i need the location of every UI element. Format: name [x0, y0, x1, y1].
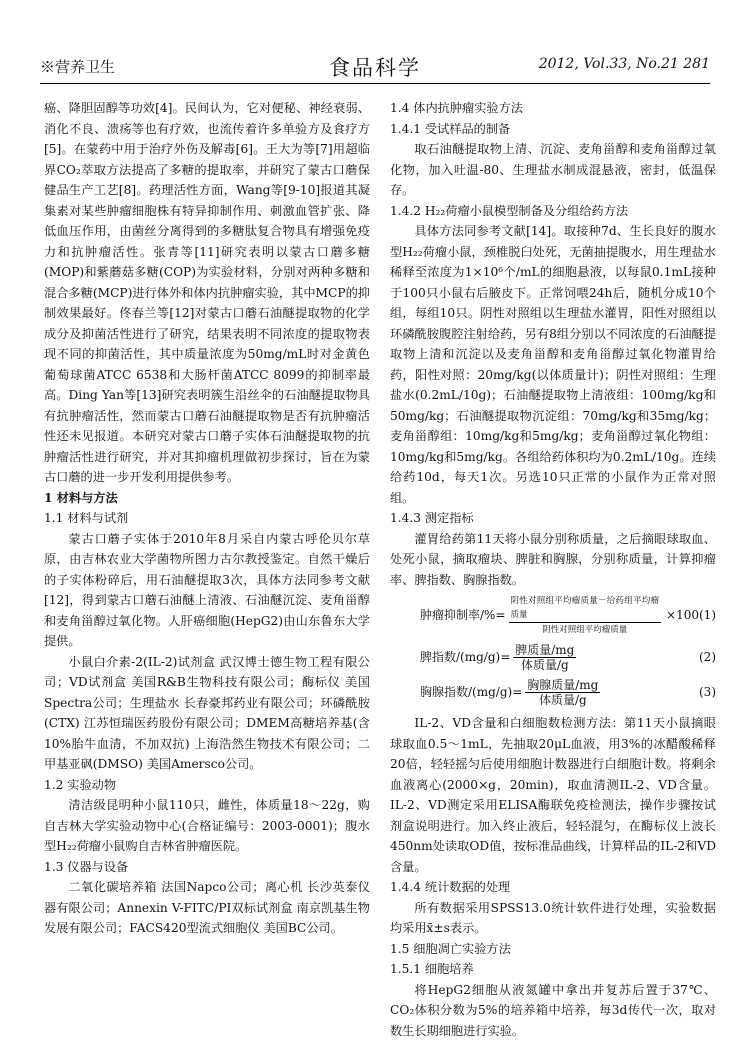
- equation-3-lhs: 胸腺指数/(mg/g)=: [420, 682, 522, 703]
- equation-2-numerator: 脾质量/mg: [513, 643, 576, 658]
- equation-1-lhs: 肿瘤抑制率/%=: [420, 605, 506, 626]
- equation-1-multiplier: ×100: [666, 605, 699, 626]
- equation-3-numerator: 胸腺质量/mg: [525, 678, 600, 693]
- section-heading-1-5-1: 1.5.1 细胞培养: [390, 959, 716, 980]
- equation-1-number: (1): [699, 605, 716, 626]
- header-rule: [40, 83, 710, 84]
- equation-1-numerator: 阴性对照组平均瘤质量－给药组平均瘤质量: [509, 594, 662, 623]
- section-heading-1-5: 1.5 细胞凋亡实验方法: [390, 939, 716, 960]
- section-heading-1-4-1: 1.4.1 受试样品的制备: [390, 119, 716, 140]
- model-grouping-paragraph: 具体方法同参考文献[14]。取接种7d、生长良好的腹水型H₂₂荷瘤小鼠，颈椎脱臼处死，无菌抽提腹水，用生理盐水稀释至浓度为1×10⁶个/mL的细胞悬液，以每鼠0.1mL接种于100只小鼠右后腋皮下。正常饲喂24h后，随机分成10个组，每组10只。阴性对照组以生理盐水灌胃，阳性对照组以环磷酰胺腹腔注射给药，另有8组分别以不同浓度的石油醚提取物上清和沉淀以及麦角甾醇和麦角甾醇过氧化物灌胃给药，阳性对照：20mg/kg(以体质量计)；阴性对照组：生理盐水(0.2mL/10g)；石油醚提取物上清液组：100mg/kg和50mg/kg；石油醚提取物沉淀组：70mg/kg和35mg/kg；麦角甾醇组：10mg/kg和5mg/kg；麦角甾醇过氧化物组：10mg/kg和5mg/kg。各组给药体积均为0.2mL/10g。连续给药10d，每天1次。另选10只正常的小鼠作为正常对照组。: [390, 221, 716, 508]
- animals-paragraph: 清洁级昆明种小鼠110只，雌性，体质量18～22g，购自吉林大学实验动物中心(合格证编号：2003-0001)；腹水型H₂₂荷瘤小鼠购自吉林省肿瘤医院。: [44, 795, 370, 857]
- intro-paragraph: 癌、降胆固醇等功效[4]。民间认为，它对便秘、神经衰弱、消化不良、溃疡等也有疗效，也流传着许多单验方及食疗方[5]。在蒙药中用于治疗外伤及解毒[6]。王大为等[7]用超临界CO₂萃取方法提高了多糖的提取率，并研究了蒙古口蘑保健品生产工艺[8]。药理活性方面，Wang等[9-10]报道其凝集素对某些肿瘤细胞株有特异抑制作用、刺激血管扩张、降低血压作用，由菌丝分离得到的多糖肽复合物具有增强免疫力和抗肿瘤活性。张青等[11]研究表明以蒙古口蘑多糖(MOP)和紫蘑菇多糖(COP)为实验材料，分别对两种多糖和混合多糖(MCP)进行体外和体内抗肿瘤实验，其中MCP的抑制效果最好。佟春兰等[12]对蒙古口蘑石油醚提取物的化学成分及抑菌活性进行了研究，结果表明不同浓度的提取物表现不同的抑菌活性，其中质量浓度为50mg/mL时对金黄色葡萄球菌ATCC 6538和大肠杆菌ATCC 8099的抑制率最高。Ding Yan等[13]研究表明簇生沿丝伞的石油醚提取物具有抗肿瘤活性，然而蒙古口蘑石油醚提取物是否有抗肿瘤活性还未见报道。本研究对蒙古口蘑子实体石油醚提取物的抗肿瘤活性进行研究，并对其抑瘤机理做初步探讨，旨在为蒙古口蘑的进一步开发利用提供参考。: [44, 98, 370, 488]
- section-heading-1-4-3: 1.4.3 测定指标: [390, 508, 716, 529]
- section-heading-1-3: 1.3 仪器与设备: [44, 857, 370, 878]
- right-column: [390, 98, 716, 1041]
- section-heading-1-4-4: 1.4.4 统计数据的处理: [390, 877, 716, 898]
- cell-culture-paragraph: 将HepG2细胞从液氮罐中拿出并复苏后置于37℃、CO₂体积分数为5%的培养箱中培养，每3d传代一次，取对数生长期细胞进行实验。: [390, 980, 716, 1041]
- page-header: [40, 52, 710, 82]
- materials-paragraph: 蒙古口蘑子实体于2010年8月采自内蒙古呼伦贝尔草原，由吉林农业大学菌物所图力古尔教授鉴定。自然干燥后的子实体粉碎后，用石油醚提取3次，具体方法同参考文献[12]，得到蒙古口蘑石油醚上清液、石油醚沉淀、麦角甾醇和麦角甾醇过氧化物。人肝癌细胞(HepG2)由山东鲁东大学提供。: [44, 529, 370, 652]
- journal-title: 食品科学: [40, 52, 710, 82]
- section-heading-1-2: 1.2 实验动物: [44, 775, 370, 796]
- statistics-paragraph: 所有数据采用SPSS13.0统计软件进行处理，实验数据均采用x̄±s表示。: [390, 898, 716, 939]
- instruments-paragraph: 二氧化碳培养箱 法国Napco公司；离心机 长沙英泰仪器有限公司；Annexin V-FITC/PI双标试剂盒 南京凯基生物发展有限公司；FACS420型流式细胞仪 美国BC公司。: [44, 877, 370, 939]
- section-heading-1-4: 1.4 体内抗肿瘤实验方法: [390, 98, 716, 119]
- equation-2-lhs: 脾指数/(mg/g)=: [420, 647, 510, 668]
- equation-thymus-index: [390, 678, 716, 707]
- equation-3-number: (3): [699, 682, 716, 703]
- equation-2-number: (2): [699, 647, 716, 668]
- equation-2-fraction: [513, 643, 576, 672]
- section-heading-1-4-2: 1.4.2 H₂₂荷瘤小鼠模型制备及分组给药方法: [390, 201, 716, 222]
- reagents-paragraph: 小鼠白介素-2(IL-2)试剂盒 武汉博士德生物工程有限公司；VD试剂盒 美国R&B生物科技有限公司；酶标仪 美国Spectra公司；生理盐水 长春豪邦药业有限公司；环磷酰胺 (CTX) 江苏恒瑞医药股份有限公司；DMEM高糖培养基(含10%胎牛血清，不加双抗) 上海浩然生物技术有限公司；二甲基亚砜(DMSO) 美国Amersco公司。: [44, 652, 370, 775]
- section-heading-1-1: 1.1 材料与试剂: [44, 508, 370, 529]
- issue-and-page-number: 2012, Vol.33, No.21 281: [539, 56, 710, 72]
- indicators-paragraph: 灌胃给药第11天将小鼠分别称质量，之后摘眼球取血、处死小鼠，摘取瘤块、脾脏和胸腺，分别称质量，计算抑瘤率、脾指数、胸腺指数。: [390, 529, 716, 591]
- equation-1-fraction: [509, 594, 662, 637]
- section-heading-1: 1 材料与方法: [44, 488, 370, 509]
- equation-spleen-index: [390, 643, 716, 672]
- il2-vd-method-paragraph: IL-2、VD含量和白细胞数检测方法：第11天小鼠摘眼球取血0.5～1mL，先抽取20μL血液，用3%的冰醋酸稀释20倍，轻轻摇匀后使用细胞计数器进行白细胞计数。将剩余血液离心(2000×g，20min)，取血清测IL-2、VD含量。IL-2、VD测定采用ELISA酶联免疫检测法，操作步骤按试剂盒说明进行。加入终止液后，轻轻混匀，在酶标仪上波长450nm处读取OD值，按标准品曲线，计算样品的IL-2和VD含量。: [390, 713, 716, 877]
- equation-3-denominator: 体质量/g: [537, 693, 589, 707]
- sample-prep-paragraph: 取石油醚提取物上清、沉淀、麦角甾醇和麦角甾醇过氧化物，加入吐温-80、生理盐水制成混悬液，密封，低温保存。: [390, 139, 716, 201]
- equation-tumor-inhibition: [390, 594, 716, 637]
- equation-1-denominator: 阴性对照组平均瘤质量: [540, 623, 629, 637]
- left-column: [44, 98, 370, 939]
- equation-3-fraction: [525, 678, 600, 707]
- header-section-label: ※营养卫生: [40, 56, 115, 77]
- equation-2-denominator: 体质量/g: [519, 658, 571, 672]
